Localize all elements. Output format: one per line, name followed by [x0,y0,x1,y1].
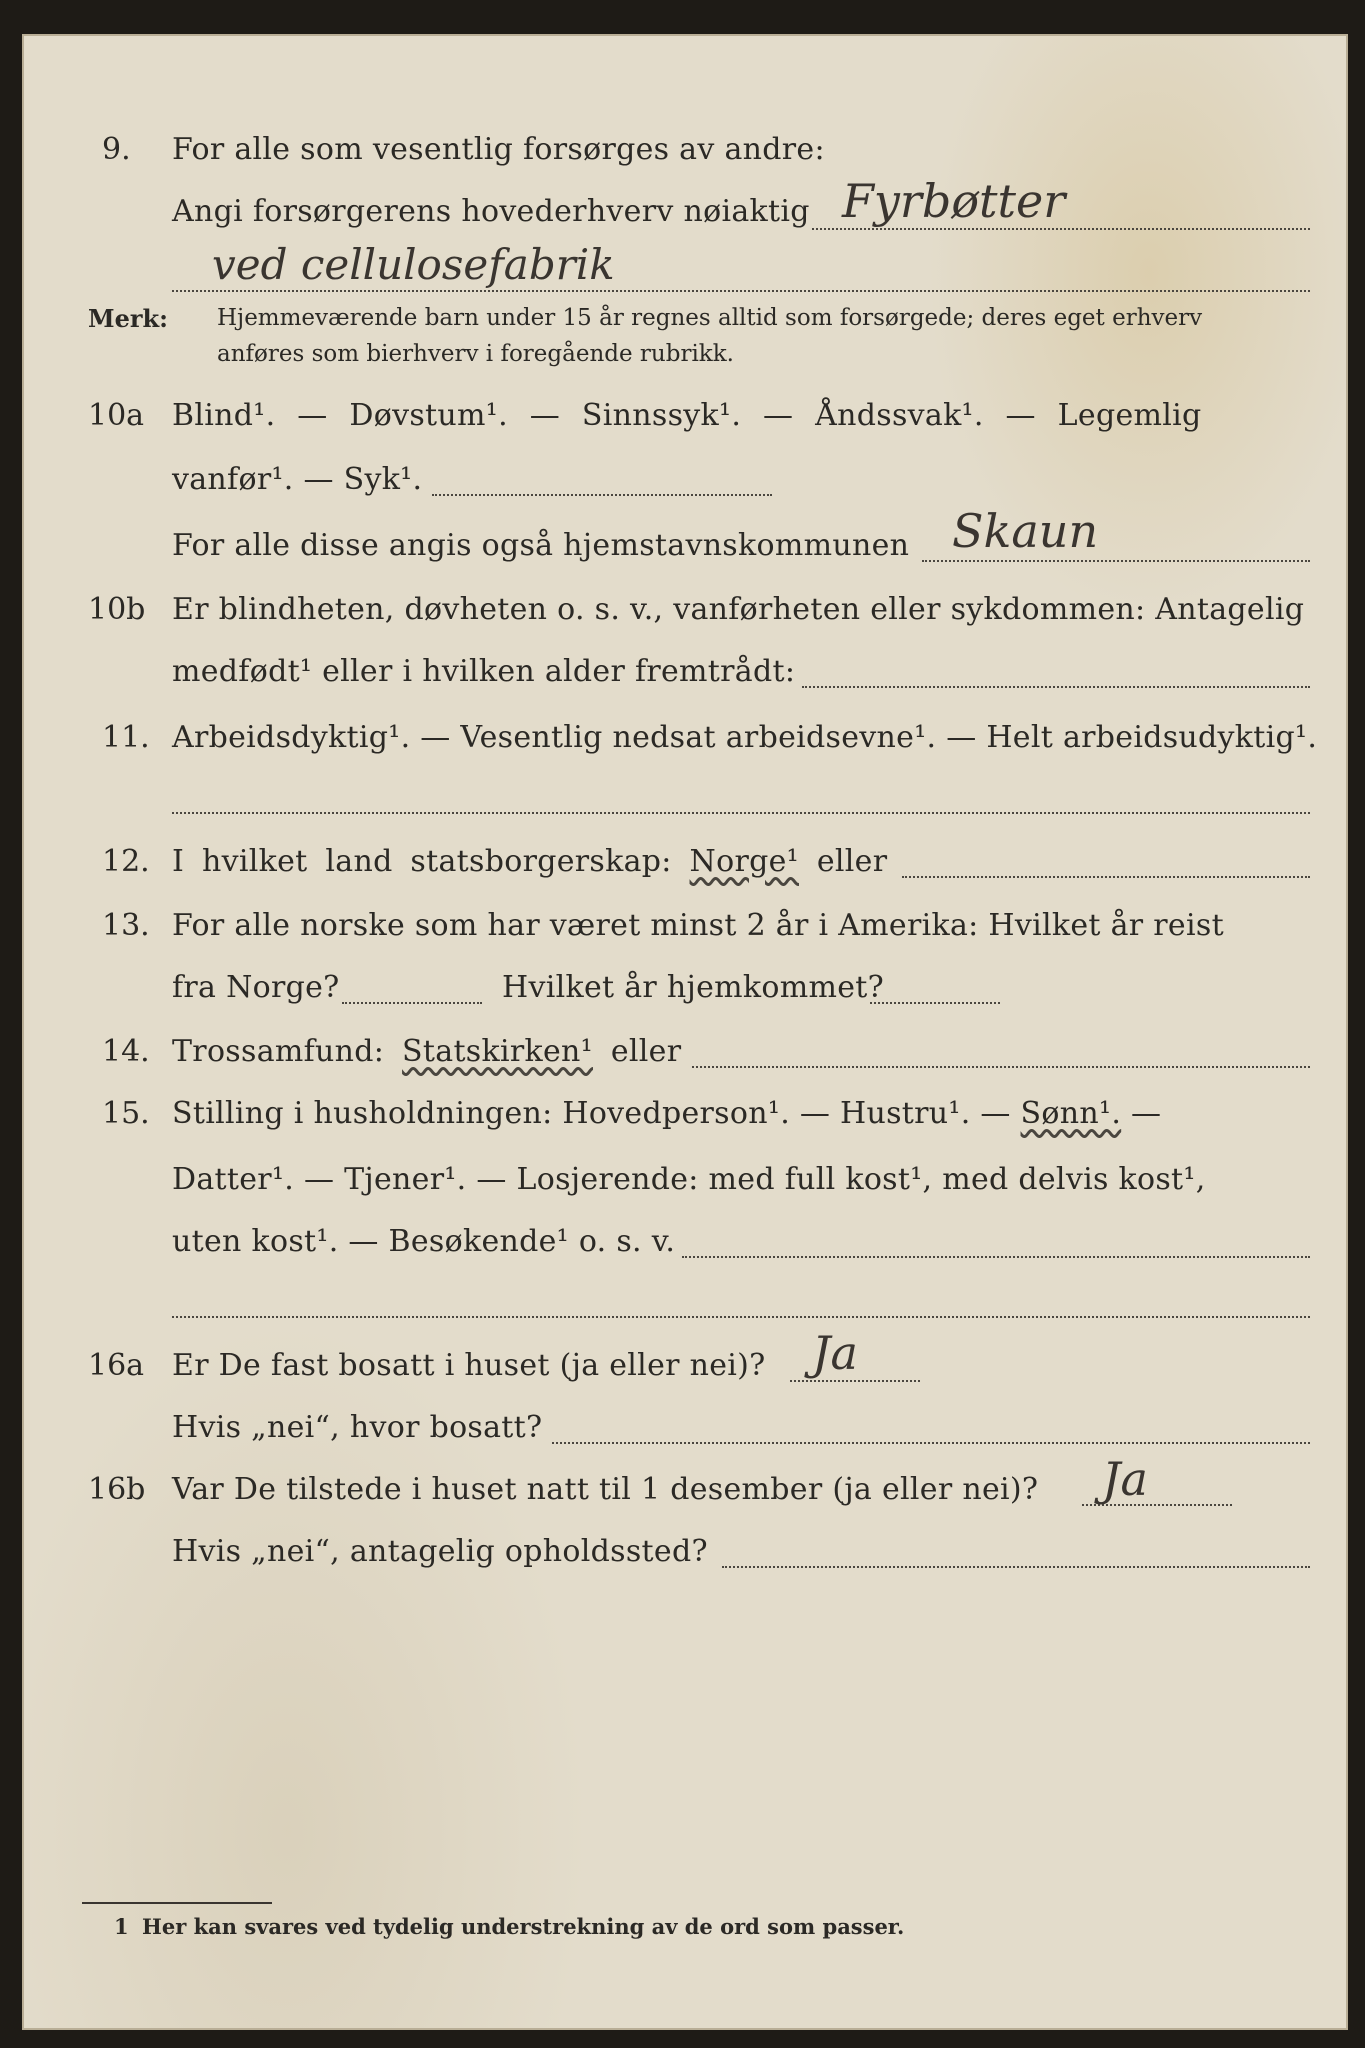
merk-label: Merk: [88,304,168,333]
q13-line2a: fra Norge? [172,970,340,1005]
q16a-handwriting-answer: Ja [812,1326,858,1380]
q15-line1b: — [1131,1096,1162,1131]
q10b-line2: medfødt¹ eller i hvilken alder fremtrådt: [172,654,796,689]
q14-statskirken-underlined: Statskirken¹ [402,1034,593,1069]
footnote-text: Her kan svares ved tydelig understrekning av de ord som passer. [142,1914,905,1939]
q15-sonn-underlined: Sønn¹. [1020,1096,1122,1131]
q9-line1: For alle som vesentlig forsørges av andre: [172,132,825,167]
q10a-number: 10a [88,398,145,433]
q9-dotted-line-1 [812,228,1310,230]
q15-dotted-line-2 [172,1316,1310,1318]
q9-dotted-line-2 [172,290,1310,292]
q13-dotted-line-1 [342,1002,482,1004]
q10a-handwriting-municipality: Skaun [952,504,1099,558]
q11-line1: Arbeidsdyktig¹. — Vesentlig nedsat arbeidsevne¹. — Helt arbeidsudyktig¹. [172,720,1318,755]
q13-line2b: Hvilket år hjemkommet? [502,970,885,1005]
q16b-number: 16b [88,1472,146,1507]
q13-dotted-line-2 [870,1002,1000,1004]
q10a-dotted-line-2 [922,560,1310,562]
q12-norge-underlined: Norge¹ [689,844,799,879]
q9-number: 9. [102,132,131,167]
q10b-dotted-line [802,686,1310,688]
q14-number: 14. [102,1034,150,1069]
q16a-dotted-line-1 [790,1380,920,1382]
q14-question: Trossamfund: [172,1034,385,1069]
q15-dotted-line-1 [682,1256,1310,1258]
q10b-line1: Er blindheten, døvheten o. s. v., vanførheten eller sykdommen: Antagelig [172,592,1305,627]
q16a-line1: Er De fast bosatt i huset (ja eller nei)? [172,1348,766,1383]
q13-line1: For alle norske som har været minst 2 år i Amerika: Hvilket år reist [172,908,1224,943]
q15-line2: Datter¹. — Tjener¹. — Losjerende: med full kost¹, med delvis kost¹, [172,1162,1206,1197]
q12-dotted-line [902,876,1310,878]
q13-number: 13. [102,908,150,943]
q16b-dotted-line-2 [722,1566,1310,1568]
q10b-number: 10b [88,592,146,627]
q10a-dotted-line-1 [432,494,772,496]
q10a-line1: Blind¹. — Døvstum¹. — Sinnssyk¹. — Åndssvak¹. — Legemlig [172,398,1202,433]
q12-eller: eller [816,844,888,879]
q10a-line2: vanfør¹. — Syk¹. [172,462,423,497]
q12-question: I hvilket land statsborgerskap: [172,844,672,879]
q12-number: 12. [102,844,150,879]
merk-line1: Hjemmeværende barn under 15 år regnes alltid som forsørgede; deres eget erhverv [217,305,1203,331]
q14-dotted-line [692,1066,1310,1068]
q16b-line1: Var De tilstede i huset natt til 1 desember (ja eller nei)? [172,1472,1039,1507]
q16a-number: 16a [88,1348,145,1383]
q16a-line2: Hvis „nei“, hvor bosatt? [172,1410,543,1445]
q9-handwriting-employer: ved cellulosefabrik [212,240,615,289]
q10a-line3: For alle disse angis også hjemstavnskommunen [172,528,910,563]
q9-handwriting-occupation: Fyrbøtter [842,174,1066,228]
q11-dotted-line [172,812,1310,814]
q15-line3: uten kost¹. — Besøkende¹ o. s. v. [172,1224,676,1259]
q12-line [172,844,887,879]
merk-line2: anføres som bierhverv i foregående rubrikk. [217,341,734,367]
q15-line1 [172,1096,1161,1131]
q11-number: 11. [102,720,150,755]
q16b-line2: Hvis „nei“, antagelig opholdssted? [172,1534,708,1569]
q15-line1a: Stilling i husholdningen: Hovedperson¹. — Hustru¹. — [172,1096,1011,1131]
footnote-mark: 1 [114,1914,129,1939]
q15-number: 15. [102,1096,150,1131]
q14-eller: eller [610,1034,682,1069]
q14-line [172,1034,681,1069]
q16a-dotted-line-2 [552,1442,1310,1444]
census-form-page [22,34,1348,2030]
q16b-handwriting-answer: Ja [1102,1452,1148,1506]
q9-line2: Angi forsørgerens hovederhverv nøiaktig [172,194,810,229]
footnote-rule [82,1902,272,1904]
